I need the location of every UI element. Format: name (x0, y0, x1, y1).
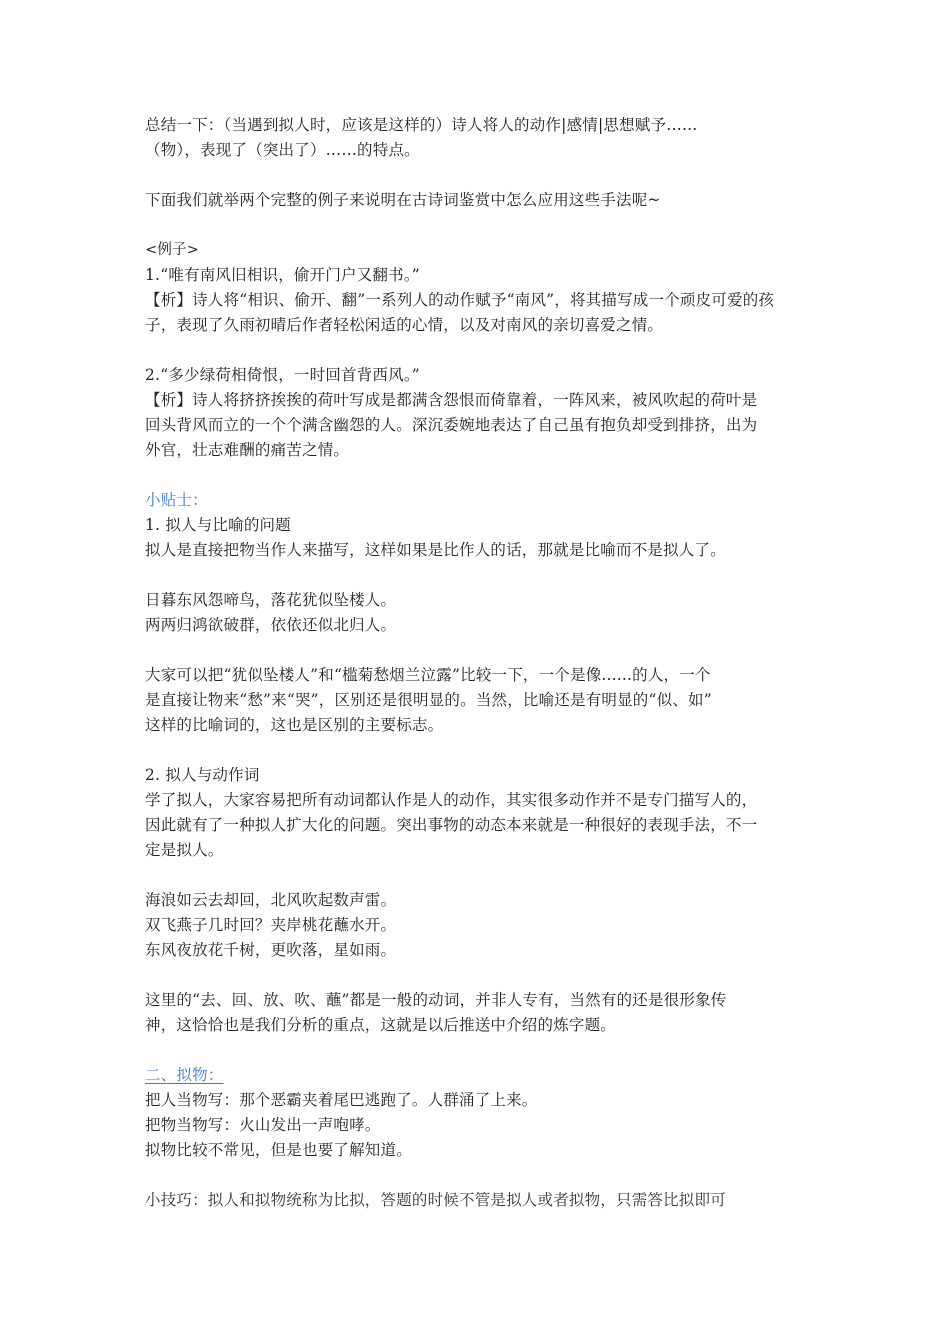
trick-text: 小技巧：拟人和拟物统称为比拟，答题的时候不管是拟人或者拟物，只需答比拟即可 (145, 1191, 726, 1209)
tip-1-explain-line-2: 是直接让物来“愁”来“哭”，区别还是很明显的。当然，比喻还是有明显的“似、如” (145, 691, 712, 709)
tip-2-explain-line-1: 这里的“去、回、放、吹、蘸”都是一般的动词，并非人专有，当然有的还是很形象传 (145, 991, 727, 1009)
examples-heading: <例子> (145, 242, 200, 258)
tip-2-body-line-2: 因此就有了一种拟人扩大化的问题。突出事物的动态本来就是一种很好的表现手法，不一 (145, 816, 758, 834)
example-2-analysis-line-3: 外官，壮志难酬的痛苦之情。 (145, 441, 350, 459)
tip-1-body: 拟人是直接把物当作人来描写，这样如果是比作人的话，那就是比喻而不是拟人了。 (145, 541, 726, 559)
section-2-line-1: 把人当物写：那个恶霸夹着尾巴逃跑了。人群涌了上来。 (145, 1091, 538, 1109)
intro-text: 下面我们就举两个完整的例子来说明在古诗词鉴赏中怎么应用这些手法呢~ (145, 191, 661, 209)
example-1-analysis-line-2: 子，表现了久雨初晴后作者轻松闲适的心情，以及对南风的亲切喜爱之情。 (145, 316, 664, 334)
tip-1-explain-line-3: 这样的比喻词的，这也是区别的主要标志。 (145, 716, 444, 734)
tip-2-explain-line-2: 神，这恰恰也是我们分析的重点，这就是以后推送中介绍的炼字题。 (145, 1016, 617, 1034)
example-1-analysis-line-1: 【析】诗人将“相识、偷开、翻”一系列人的动作赋予“南风”，将其描写成一个顽皮可爱的孩 (145, 291, 775, 309)
tip-2-body-line-3: 定是拟人。 (145, 841, 224, 859)
example-2-quote: 2.“多少绿荷相倚恨，一时回首背西风。” (145, 366, 420, 384)
tip-2-poem-1: 海浪如云去却回，北风吹起数声雷。 (145, 891, 397, 909)
tip-1-poem-2: 两两归鸿欲破群，依依还似北归人。 (145, 616, 397, 634)
tip-1-heading: 1. 拟人与比喻的问题 (145, 516, 291, 534)
tip-2-body-line-1: 学了拟人，大家容易把所有动词都认作是人的动作，其实很多动作并不是专门描写人的， (145, 791, 758, 809)
example-2-analysis-line-1: 【析】诗人将挤挤挨挨的荷叶写成是都满含怨恨而倚靠着，一阵风来，被风吹起的荷叶是 (145, 391, 758, 409)
tip-2-poem-3: 东风夜放花千树，更吹落，星如雨。 (145, 941, 397, 959)
section-2-heading-link[interactable]: 二、拟物： (145, 1066, 224, 1084)
document-body (145, 113, 810, 1213)
summary-line-1: 总结一下：（当遇到拟人时，应该是这样的）诗人将人的动作|感情|思想赋予…… (145, 116, 698, 134)
summary-line-2: （物），表现了（突出了）……的特点。 (145, 141, 420, 159)
section-2-line-3: 拟物比较不常见，但是也要了解知道。 (145, 1141, 412, 1159)
tip-1-poem-1: 日暮东风怨啼鸟，落花犹似坠楼人。 (145, 591, 397, 609)
example-1-quote: 1.“唯有南风旧相识，偷开门户又翻书。” (145, 266, 420, 284)
section-2-line-2: 把物当物写：火山发出一声咆哮。 (145, 1116, 381, 1134)
tip-2-heading: 2. 拟人与动作词 (145, 766, 260, 784)
tip-1-explain-line-1: 大家可以把“犹似坠楼人”和“槛菊愁烟兰泣露”比较一下，一个是像......的人，一个 (145, 666, 711, 684)
tips-title: 小贴士： (145, 491, 208, 509)
tip-2-poem-2: 双飞燕子几时回？夹岸桃花蘸水开。 (145, 916, 397, 934)
example-2-analysis-line-2: 回头背风而立的一个个满含幽怨的人。深沉委婉地表达了自己虽有抱负却受到排挤，出为 (145, 416, 758, 434)
